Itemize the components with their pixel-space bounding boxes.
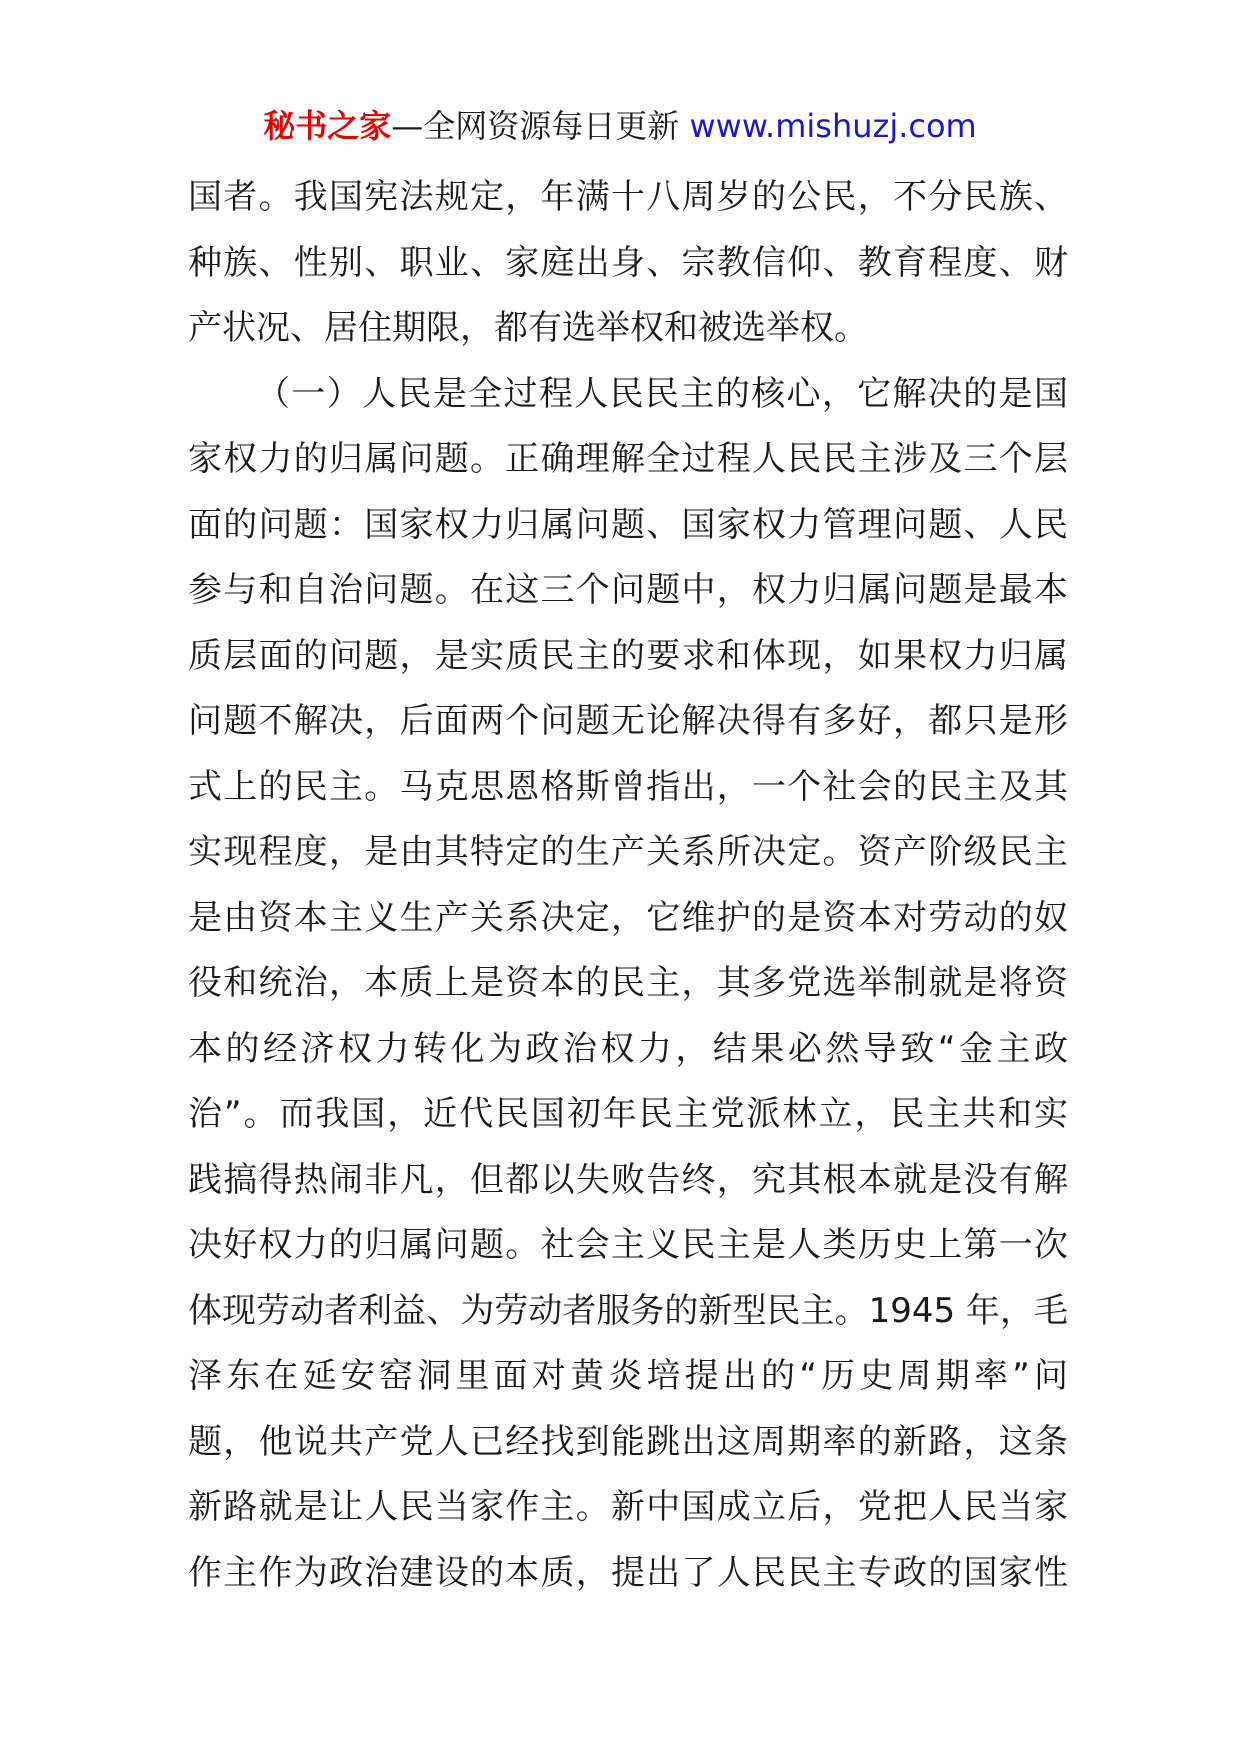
document-body [188, 165, 1068, 1606]
text-line: 问题不解决，后面两个问题无论解决得有多好，都只是形 [188, 701, 1068, 741]
text-line: 家权力的归属问题。正确理解全过程人民民主涉及三个层 [188, 439, 1068, 479]
site-slogan: —全网资源每日更新 [391, 107, 680, 145]
text-line: 式上的民主。马克思恩格斯曾指出，一个社会的民主及其 [188, 766, 1068, 807]
section-heading-line: （一）人民是全过程人民民主的核心，它解决的是国 [256, 373, 1068, 414]
text-line: 是由资本主义生产关系决定，它维护的是资本对劳动的奴 [188, 897, 1068, 938]
page-header [0, 104, 1240, 148]
text-line: 决好权力的归属问题。社会主义民主是人类历史上第一次 [188, 1225, 1068, 1265]
text-line: 国者。我国宪法规定，年满十八周岁的公民，不分民族、 [188, 177, 1068, 217]
text-line: 实现程度，是由其特定的生产关系所决定。资产阶级民主 [188, 832, 1068, 872]
site-url[interactable]: www.mishuzj.com [689, 107, 977, 145]
text-line: 本的经济权力转化为政治权力，结果必然导致“金主政 [188, 1028, 1068, 1069]
text-line: 践搞得热闹非凡，但都以失败告终，究其根本就是没有解 [188, 1159, 1068, 1200]
text-line: 面的问题：国家权力归属问题、国家权力管理问题、人民 [188, 504, 1068, 545]
text-line: 役和统治，本质上是资本的民主，其多党选举制就是将资 [188, 963, 1068, 1003]
site-brand: 秘书之家 [263, 107, 392, 145]
text-line: 治”。而我国，近代民国初年民主党派林立，民主共和实 [188, 1094, 1068, 1134]
text-line: 作主作为政治建设的本质，提出了人民民主专政的国家性 [188, 1552, 1068, 1593]
text-line: 种族、性别、职业、家庭出身、宗教信仰、教育程度、财 [188, 242, 1068, 283]
text-line: 参与和自治问题。在这三个问题中，权力归属问题是最本 [188, 570, 1068, 610]
text-line: 新路就是让人民当家作主。新中国成立后，党把人民当家 [188, 1487, 1068, 1527]
text-line: 题，他说共产党人已经找到能跳出这周期率的新路，这条 [188, 1421, 1068, 1462]
text-line: 泽东在延安窑洞里面对黄炎培提出的“历史周期率”问 [188, 1356, 1068, 1396]
text-line: 质层面的问题，是实质民主的要求和体现，如果权力归属 [188, 635, 1068, 676]
text-line: 体现劳动者利益、为劳动者服务的新型民主。1945 年，毛 [188, 1290, 1068, 1331]
text-line: 产状况、居住期限，都有选举权和被选举权。 [188, 308, 868, 348]
